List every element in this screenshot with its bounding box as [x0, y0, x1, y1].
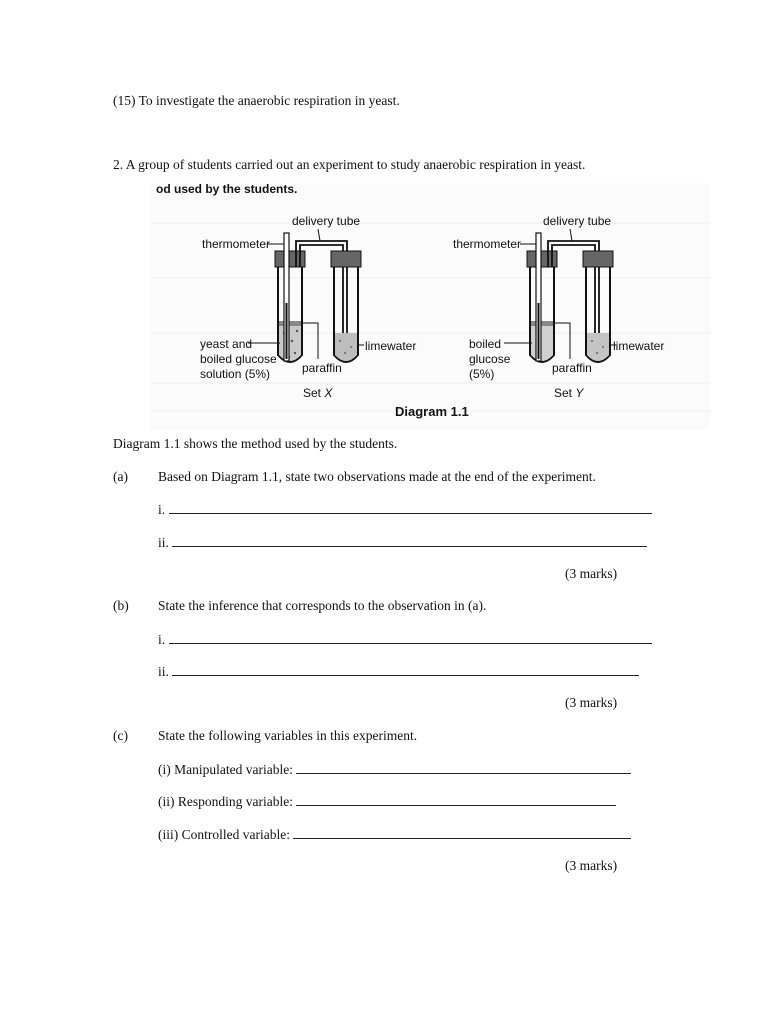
part-c-question: State the following variables in this experiment. — [158, 728, 418, 743]
answer-blank[interactable] — [296, 793, 616, 806]
set-y-contents-label-2: glucose — [469, 352, 511, 366]
set-y-caption: Set Y — [554, 386, 584, 400]
part-b-numeral-ii: ii. — [158, 664, 169, 679]
controlled-variable-line[interactable] — [158, 826, 631, 843]
set-y-contents-label-1: boiled — [469, 337, 502, 351]
part-b-answer-line-i[interactable] — [158, 631, 652, 648]
manipulated-variable-line[interactable] — [158, 761, 631, 778]
answer-blank[interactable] — [293, 826, 631, 839]
experiment-diagram — [150, 183, 710, 430]
part-b-answer-line-ii[interactable] — [158, 663, 639, 680]
diagram-svg — [150, 183, 710, 430]
part-a-question: Based on Diagram 1.1, state two observations made at the end of the experiment. — [158, 469, 596, 484]
set-x-contents-label-2: boiled glucose — [200, 352, 277, 366]
question-intro: 2. A group of students carried out an experiment to study anaerobic respiration in yeast. — [113, 157, 586, 172]
set-x-contents-label-3: solution (5%) — [200, 367, 271, 381]
diagram-description: Diagram 1.1 shows the method used by the students. — [113, 436, 398, 451]
manipulated-variable-label: (i) Manipulated variable: — [158, 762, 293, 777]
set-x-delivery-tube-label: delivery tube — [292, 214, 361, 228]
answer-blank[interactable] — [296, 761, 631, 774]
part-a-label: (a) — [113, 469, 128, 484]
controlled-variable-label: (iii) Controlled variable: — [158, 827, 290, 842]
answer-blank[interactable] — [172, 663, 639, 676]
set-x-limewater-label: limewater — [365, 339, 417, 353]
set-y-paraffin-label: paraffin — [552, 361, 592, 375]
part-a-numeral-i: i. — [158, 502, 166, 517]
set-x-contents-label-1: yeast and — [200, 337, 253, 351]
part-c-label: (c) — [113, 728, 128, 743]
set-x-caption: Set X — [303, 386, 333, 400]
responding-variable-label: (ii) Responding variable: — [158, 794, 293, 809]
part-a-answer-line-i[interactable] — [158, 501, 652, 518]
part-a-marks: (3 marks) — [565, 566, 618, 581]
part-b-marks: (3 marks) — [565, 695, 618, 710]
set-x-thermometer-label: thermometer — [202, 237, 271, 251]
part-c-marks: (3 marks) — [565, 858, 618, 873]
part-a-numeral-ii: ii. — [158, 535, 169, 550]
part-b-numeral-i: i. — [158, 632, 166, 647]
set-y-limewater-label: limewater — [613, 339, 665, 353]
part-a-answer-line-ii[interactable] — [158, 534, 647, 551]
set-y-delivery-tube-label: delivery tube — [543, 214, 612, 228]
part-b-question: State the inference that corresponds to the observation in (a). — [158, 598, 487, 613]
set-y-thermometer-label: thermometer — [453, 237, 522, 251]
answer-blank[interactable] — [172, 534, 647, 547]
answer-blank[interactable] — [169, 501, 652, 514]
responding-variable-line[interactable] — [158, 793, 616, 810]
diagram-caption: Diagram 1.1 — [395, 404, 469, 419]
topic-heading: (15) To investigate the anaerobic respiration in yeast. — [113, 93, 400, 108]
part-b-label: (b) — [113, 598, 129, 613]
cropped-top-text: od used by the students. — [156, 183, 298, 196]
set-y-contents-label-3: (5%) — [469, 367, 495, 381]
answer-blank[interactable] — [169, 631, 652, 644]
set-x-paraffin-label: paraffin — [302, 361, 342, 375]
